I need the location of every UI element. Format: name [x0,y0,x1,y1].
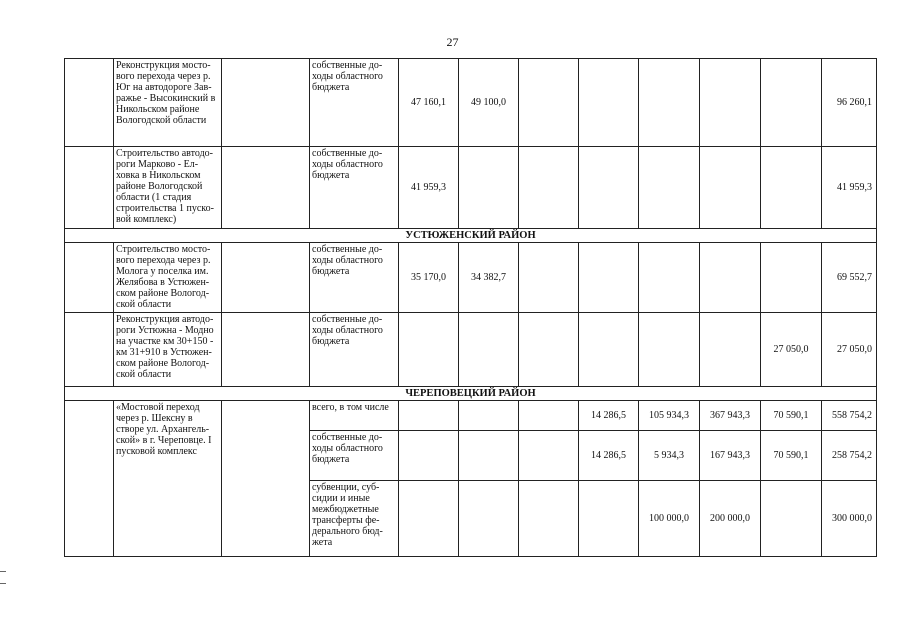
total-cell: 69 552,7 [822,243,877,313]
value-cell [399,481,459,557]
value-cell [639,59,700,147]
section-title-cherepovetsky: ЧЕРЕПОВЕЦКИЙ РАЙОН [65,387,877,401]
value-cell: 47 160,1 [399,59,459,147]
value-cell [459,481,519,557]
funding-source-cell: собственные до-ходы областного бюджета [310,243,399,313]
value-cell: 105 934,3 [639,401,700,431]
blank-cell [222,59,310,147]
blank-cell [222,313,310,387]
value-cell [579,147,639,229]
row-number-cell [65,401,114,557]
total-cell: 27 050,0 [822,313,877,387]
funding-source-cell: собственные до-ходы областного бюджета [310,59,399,147]
value-cell [519,401,579,431]
value-cell: 14 286,5 [579,431,639,481]
value-cell [761,59,822,147]
blank-cell [222,147,310,229]
value-cell: 167 943,3 [700,431,761,481]
value-cell: 27 050,0 [761,313,822,387]
value-cell [519,59,579,147]
scan-edge-mark [0,583,6,584]
value-cell [459,401,519,431]
value-cell: 14 286,5 [579,401,639,431]
value-cell: 70 590,1 [761,431,822,481]
value-cell [700,243,761,313]
value-cell [459,313,519,387]
value-cell [519,313,579,387]
row-number-cell [65,147,114,229]
funding-source-cell: собственные до-ходы областного бюджета [310,431,399,481]
section-header-row [65,229,877,243]
section-header-row [65,387,877,401]
table-row [65,147,877,229]
value-cell: 5 934,3 [639,431,700,481]
value-cell: 100 000,0 [639,481,700,557]
value-cell [579,59,639,147]
table-row [65,59,877,147]
value-cell [761,481,822,557]
value-cell [519,431,579,481]
value-cell [399,401,459,431]
value-cell: 200 000,0 [700,481,761,557]
value-cell [579,313,639,387]
value-cell [519,243,579,313]
value-cell [639,147,700,229]
table-row [65,401,877,431]
row-number-cell [65,243,114,313]
value-cell [700,313,761,387]
value-cell [459,431,519,481]
funding-source-cell: субвенции, суб-сидии и иные межбюджетные трансферты фе-дерального бюд-жета [310,481,399,557]
value-cell [459,147,519,229]
table-row [65,243,877,313]
value-cell: 49 100,0 [459,59,519,147]
project-name-cell: Строительство мосто-вого перехода через р. Молога у поселка им. Желябова в Устюжен-ском районе Вологод-ской области [114,243,222,313]
value-cell [579,243,639,313]
value-cell [579,481,639,557]
total-cell: 41 959,3 [822,147,877,229]
total-cell: 96 260,1 [822,59,877,147]
funding-source-cell: собственные до-ходы областного бюджета [310,147,399,229]
funding-source-cell: всего, в том числе [310,401,399,431]
project-name-cell: Реконструкция автодо-роги Устюжна - Модно на участке км 30+150 - км 31+910 в Устюжен-ском районе Вологод-ской области [114,313,222,387]
value-cell: 70 590,1 [761,401,822,431]
blank-cell [222,401,310,557]
blank-cell [222,243,310,313]
value-cell [639,243,700,313]
page-number: 27 [446,35,459,49]
row-number-cell [65,313,114,387]
scan-edge-mark [0,571,6,572]
funding-source-cell: собственные до-ходы областного бюджета [310,313,399,387]
value-cell [761,243,822,313]
total-cell: 258 754,2 [822,431,877,481]
table-row [65,313,877,387]
total-cell: 558 754,2 [822,401,877,431]
total-cell: 300 000,0 [822,481,877,557]
value-cell: 41 959,3 [399,147,459,229]
project-name-cell: Реконструкция мосто-вого перехода через р. Юг на автодороге Зав-ражье - Высокинский в Никольском районе Вологодской области [114,59,222,147]
value-cell [399,431,459,481]
value-cell [519,481,579,557]
row-number-cell [65,59,114,147]
value-cell [700,59,761,147]
value-cell: 34 382,7 [459,243,519,313]
value-cell [519,147,579,229]
value-cell [700,147,761,229]
value-cell [639,313,700,387]
value-cell [761,147,822,229]
value-cell: 35 170,0 [399,243,459,313]
value-cell [399,313,459,387]
project-name-cell: Строительство автодо-роги Марково - Ел-ховка в Никольском районе Вологодской области (1 стадия строительства 1 пуско-вой комплекс) [114,147,222,229]
value-cell: 367 943,3 [700,401,761,431]
section-title-ustyuzhensky: УСТЮЖЕНСКИЙ РАЙОН [65,229,877,243]
project-name-cell: «Мостовой переход через р. Шексну в створе ул. Архангель-ской» в г. Череповце. I пусковой комплекс [114,401,222,557]
budget-table [64,58,877,557]
